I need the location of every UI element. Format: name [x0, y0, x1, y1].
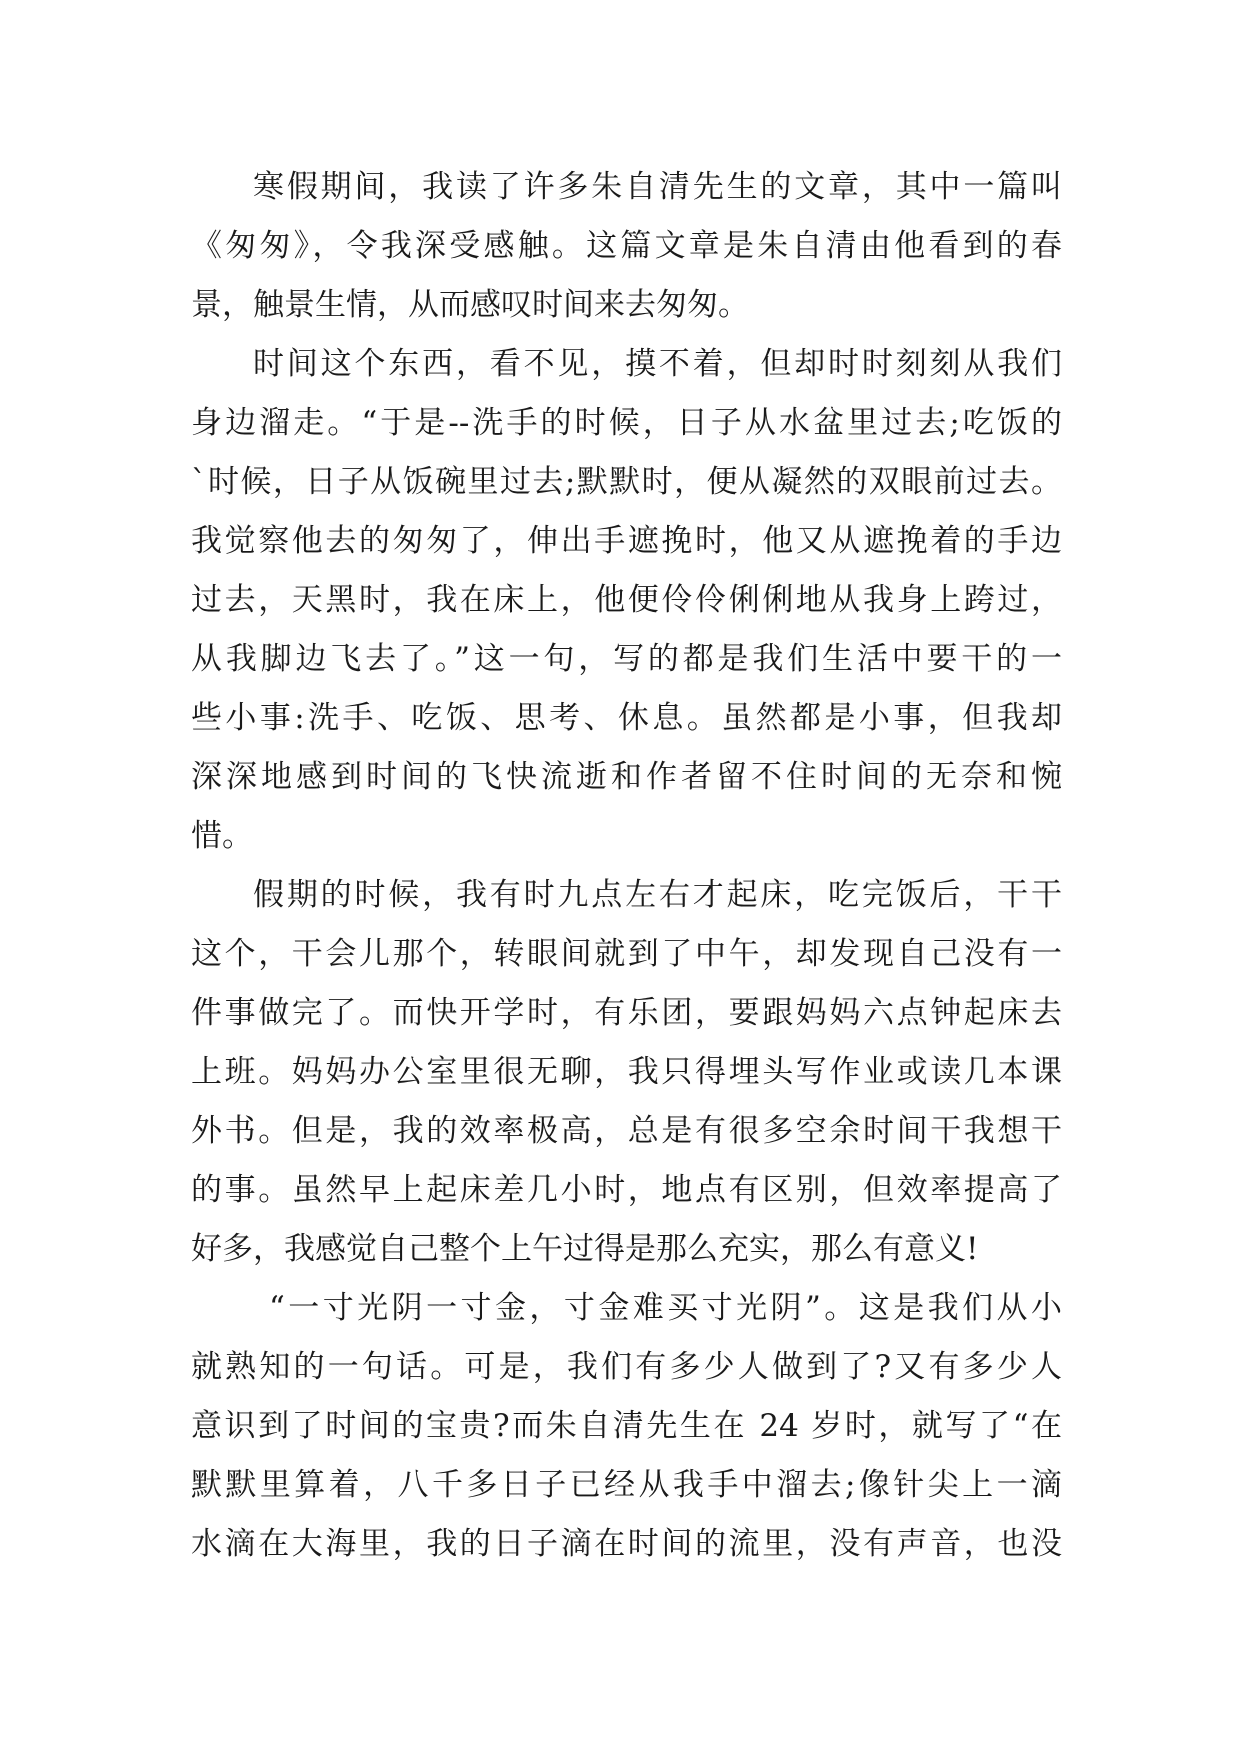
- text-line: 的事。虽然早上起床差几小时，地点有区别，但效率提高了: [191, 1172, 1062, 1208]
- paragraph: [191, 335, 1062, 866]
- text-line: 我觉察他去的匆匆了，伸出手遮挽时，他又从遮挽着的手边: [191, 523, 1062, 559]
- text-line: 水滴在大海里，我的日子滴在时间的流里，没有声音，也没: [191, 1526, 1062, 1562]
- text-line: 深深地感到时间的飞快流逝和作者留不住时间的无奈和惋: [191, 759, 1062, 795]
- paragraph: [191, 158, 1062, 335]
- text-line: 《匆匆》，令我深受感触。这篇文章是朱自清由他看到的春: [191, 228, 1062, 264]
- text-line: 身边溜走。“于是--洗手的时候，日子从水盆里过去;吃饭的: [191, 405, 1062, 441]
- paragraph: [191, 1279, 1062, 1574]
- text-line: 寒假期间，我读了许多朱自清先生的文章，其中一篇叫: [253, 169, 1062, 205]
- text-line: 景，触景生情，从而感叹时间来去匆匆。: [191, 287, 749, 323]
- text-line: 好多，我感觉自己整个上午过得是那么充实，那么有意义!: [191, 1231, 979, 1267]
- paragraph: [191, 866, 1062, 1279]
- text-line: 这个，干会儿那个，转眼间就到了中午，却发现自己没有一: [191, 936, 1062, 972]
- text-line: 意识到了时间的宝贵?而朱自清先生在 24 岁时，就写了“在: [191, 1408, 1062, 1444]
- text-line: 时间这个东西，看不见，摸不着，但却时时刻刻从我们: [253, 346, 1062, 382]
- text-line: 从我脚边飞去了。”这一句，写的都是我们生活中要干的一: [191, 641, 1062, 677]
- text-line: `时候，日子从饭碗里过去;默默时，便从凝然的双眼前过去。: [191, 464, 1062, 500]
- text-line: 件事做完了。而快开学时，有乐团，要跟妈妈六点钟起床去: [191, 995, 1062, 1031]
- document-body: [191, 158, 1062, 1574]
- text-line: 就熟知的一句话。可是，我们有多少人做到了?又有多少人: [191, 1349, 1062, 1385]
- text-line: 假期的时候，我有时九点左右才起床，吃完饭后，干干: [253, 877, 1062, 913]
- text-line: 些小事:洗手、吃饭、思考、休息。虽然都是小事，但我却: [191, 700, 1062, 736]
- text-line: 过去，天黑时，我在床上，他便伶伶俐俐地从我身上跨过，: [191, 582, 1062, 618]
- text-line: “一寸光阴一寸金，寸金难买寸光阴”。这是我们从小: [269, 1290, 1062, 1326]
- text-line: 默默里算着，八千多日子已经从我手中溜去;像针尖上一滴: [191, 1467, 1062, 1503]
- text-line: 外书。但是，我的效率极高，总是有很多空余时间干我想干: [191, 1113, 1062, 1149]
- text-line: 上班。妈妈办公室里很无聊，我只得埋头写作业或读几本课: [191, 1054, 1062, 1090]
- text-line: 惜。: [191, 818, 253, 854]
